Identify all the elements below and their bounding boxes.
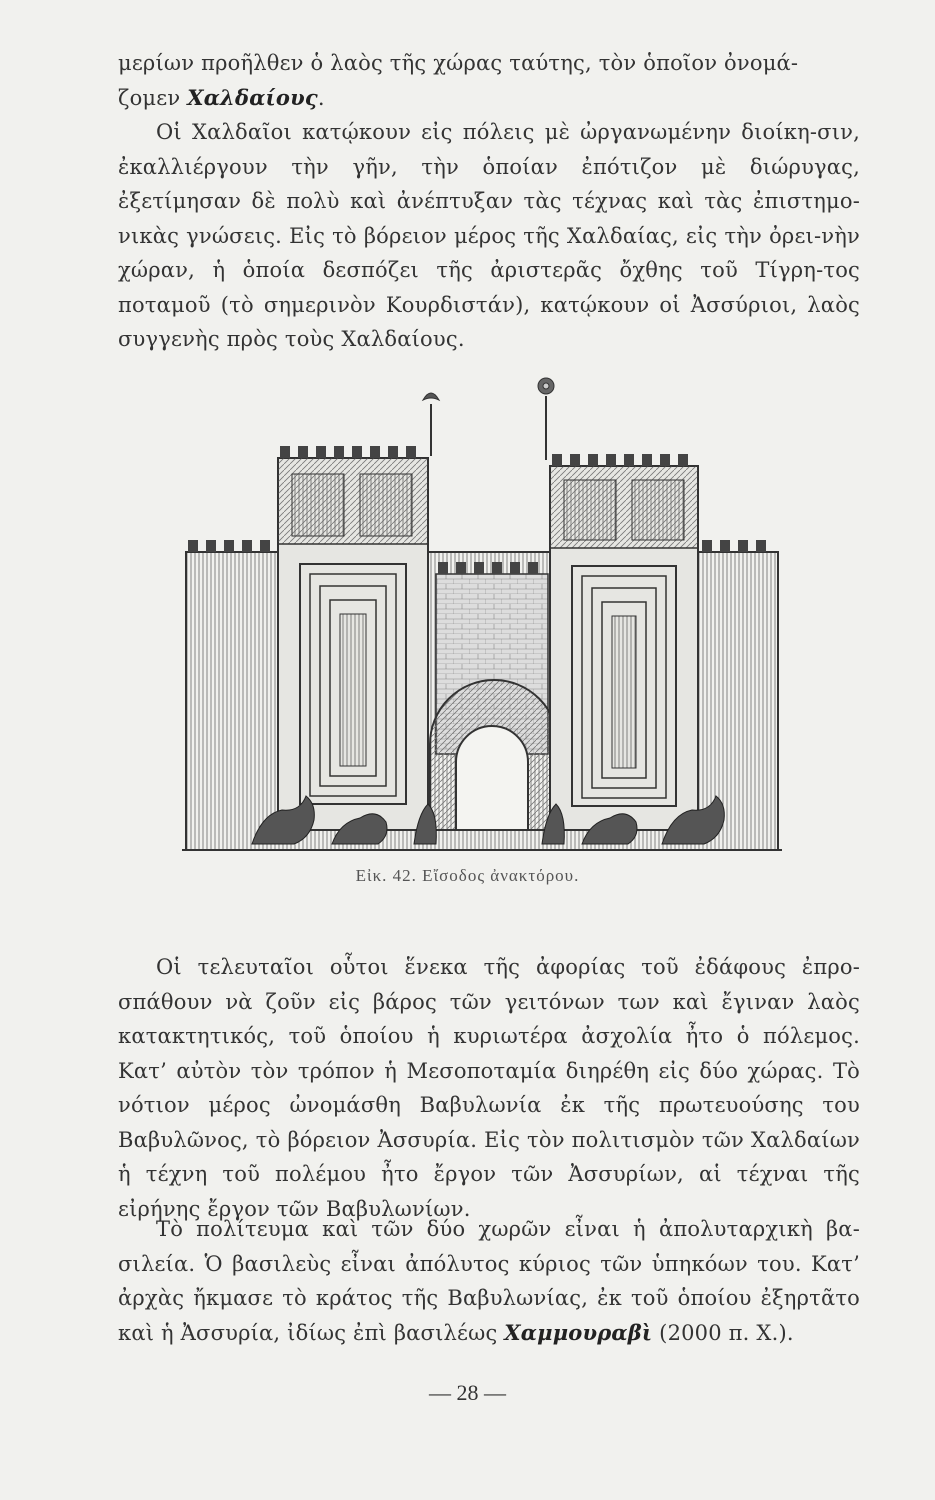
line-1: μερίων προῆλθεν ὁ λαὸς τῆς χώρας ταύτης, τὸν ὁποῖον ὀνομά- (118, 51, 799, 75)
bold-term-hammurabi: Χαμμουραβὶ (504, 1319, 653, 1345)
paragraph-polity (118, 1212, 860, 1350)
figure-caption: Εἰκ. 42. Εἴσοδος ἀνακτόρου. (355, 866, 580, 885)
flag-poles (423, 378, 554, 460)
gate-opening (456, 726, 528, 830)
chaldeans-description: Οἱ Χαλδαῖοι κατῴκουν εἰς πόλεις μὲ ὠργανωμένην διοίκη-σιν, ἐκαλλιέργουν τὴν γῆν, τὴν ὁποίαν ἐπότιζον μὲ διώρυγας, ἐξετίμησαν δὲ πολὺ καὶ ἀνέπτυξαν τὰς τέχνας καὶ τὰς ἐπιστημο-νικὰς γνώσεις. Εἰς τὸ βόρειον μέρος τῆς Χαλδαίας, εἰς τὴν ὀρει-νὴν χώραν, ἡ ὁποία δεσπόζει τῆς ἀριστερᾶς ὄχθης τοῦ Τίγρη-τος ποταμοῦ (τὸ σημερινὸν Κουρδιστάν), κατῴκουν οἱ Ἀσσύριοι, λαὸς συγγενὴς πρὸς τοὺς Χαλδαίους. (118, 120, 860, 351)
assyrians-text: Οἱ τελευταῖοι οὗτοι ἕνεκα τῆς ἀφορίας τοῦ ἐδάφους ἐπρο-σπάθουν νὰ ζοῦν εἰς βάρος τῶν γειτόνων των καὶ ἔγιναν λαὸς κατακτητικός, τοῦ ὁποίου ἡ κυριωτέρα ἀσχολία ἦτο ὁ πόλεμος. Κατ’ αὐτὸν τὸν τρόπον ἡ Μεσοποταμία διηρέθη εἰς δύο χώρας. Τὸ νότιον μέρος ὠνομάσθη Βαβυλωνία ἐκ τῆς πρωτευούσης του Βαβυλῶνος, τὸ βόρειον Ἀσσυρία. Εἰς τὸν πολιτισμὸν τῶν Χαλδαίων ἡ τέχνη τοῦ πολέμου ἦτο ἔργον τῶν Ἀσσυρίων, αἱ τέχναι τῆς εἰρήνης ἔργον τῶν Βαβυλωνίων. (118, 955, 860, 1221)
bold-term-chaldeans: Χαλδαίους (187, 84, 318, 110)
left-tower (278, 458, 428, 830)
left-tower-battlements (280, 446, 416, 458)
polity-text: Τὸ πολίτευμα καὶ τῶν δύο χωρῶν εἶναι ἡ ἀπολυταρχικὴ βα-σιλεία. Ὁ βασιλεὺς εἶναι ἀπόλυτος κύριος τῶν ὑπηκόων του. Κατ’ ἀρχὰς ἤκμασε τὸ κράτος τῆς Βαβυλωνίας, ἐκ τοῦ ὁποίου ἐξηρτᾶτο καὶ ἡ Ἀσσυρία, ἰδίως ἐπὶ βασιλέως (118, 1217, 860, 1345)
polity-end: (2000 π. Χ.). (652, 1320, 794, 1345)
line-2-text: ζομεν (118, 85, 188, 110)
page-number: — 28 — (429, 1380, 506, 1405)
right-tower (550, 466, 698, 830)
palace-entrance-illustration (182, 374, 782, 860)
paragraph-assyrians (118, 950, 860, 1226)
right-tower-battlements (552, 454, 688, 466)
paragraph-chaldeans (118, 46, 860, 357)
line-2-end: . (317, 85, 325, 110)
